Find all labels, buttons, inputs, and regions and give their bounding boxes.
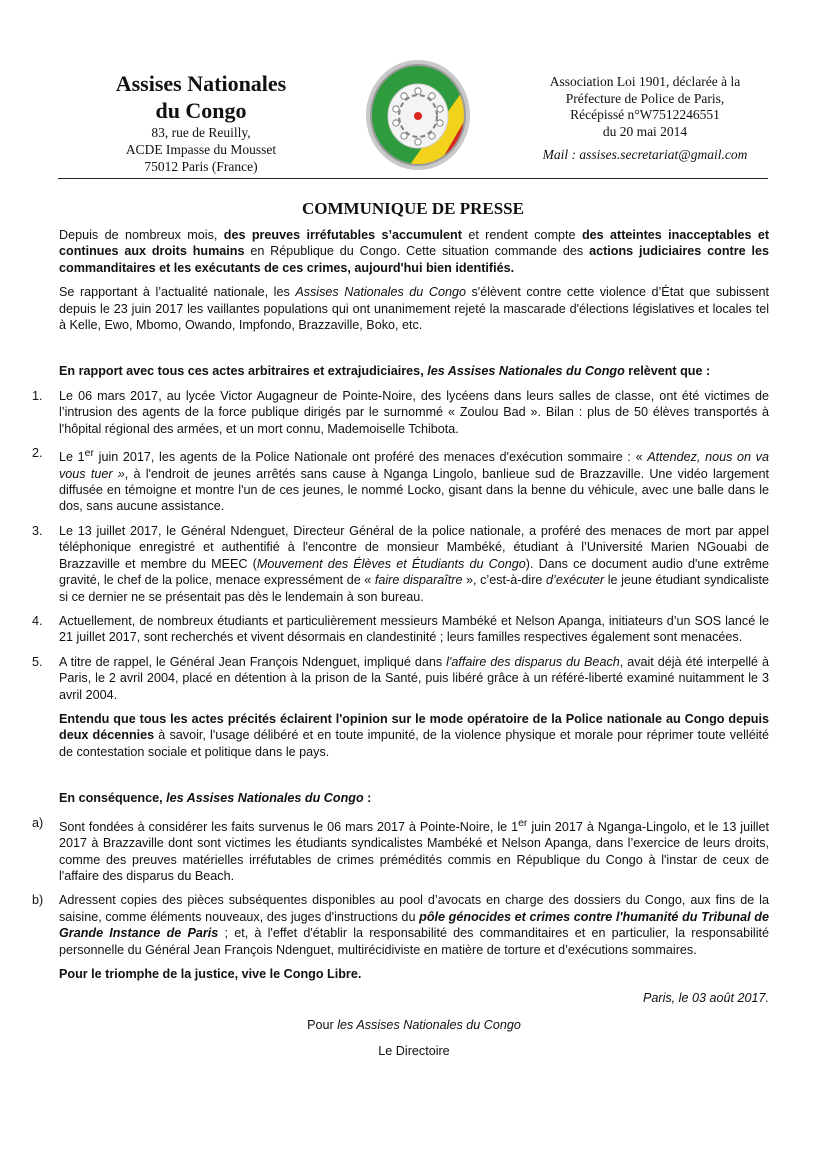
registration-info [520,74,770,164]
org-name-line2: du Congo [155,98,247,123]
list-item [32,445,769,515]
list-number: 3. [32,523,43,538]
text-run: des preuves irréfutables s’accumulent [223,228,462,242]
text-run: des atteintes inacceptables et continues aux droits humains [59,228,770,259]
section-heading-findings [59,363,769,379]
text-run: les Assises Nationales du Congo [166,791,364,806]
list-item-text [59,654,769,703]
list-item-text [59,892,769,958]
list-item [32,654,769,703]
text-run: s'élèvent contre cette violence d’État que subissent depuis le 23 juin 2017 les vaillantes populations qui ont unanimement rejeté la mascarade d'élections législatives et locales tel à Kelle, Ewo, Mbomo, Owando, Impfondo, Brazzaville, Boko, etc. [59,285,770,333]
text-run: , à l'endroit de jeunes arrêtés sans cause à Nganga Lingolo, banlieue sud de Brazzaville. Une vidéo largement diffusée en témoigne et montre l'un de ces jeunes, le nommé Locko, gisant dans la benne du véhicule, avec une balle dans le dos, sans aucune assistance. [59,466,769,514]
text-run: En conséquence, [59,791,167,806]
text-run: l'affaire des disparus du Beach [446,654,620,669]
text-run: Sont fondées à considérer les faits survenus le 06 mars 2017 à Pointe-Noire, le 1 [59,819,519,834]
organization-header [86,70,316,175]
list-item-text [59,815,769,885]
text-run: er [518,816,528,829]
list-number: 4. [32,613,43,628]
signature-prefix: Pour [307,1017,338,1032]
spacer [59,341,769,363]
text-run: pôle génocides et crimes contre l'humanité du Tribunal de Grande Instance de Paris [59,909,769,941]
document-body [32,227,770,1060]
text-run: Depuis de nombreux mois, [59,228,224,242]
document-date: Paris, le 03 août 2017. [642,991,769,1006]
text-run: actions judiciaires contre les commanditaires et les exécutants de ces crimes, aujourd'hui bien identifiés. [59,244,769,275]
list-item-text [59,523,769,605]
circle-of-people-logo-icon [364,58,472,173]
text-run: Adressent copies des pièces subséquentes disponibles au pool d’avocats en charge des dossiers du Congo, aux fins de la saisine, comme éléments nouveaux, des juges d'instructions du [59,893,769,924]
text-run: juin 2017, les agents de la Police Nationale ont proféré des menaces d'exécution sommaire : « [94,450,648,465]
text-run: », c’est-à-dire [462,573,547,588]
text-run: le jeune étudiant syndicaliste si ce dernier ne se présentait pas dès le lendemain à son bureau. [59,573,769,604]
findings-conclusion [59,711,769,760]
text-run: faire disparaître [374,573,463,588]
org-name-line1: Assises Nationales [115,71,287,96]
intro-paragraph-1 [59,227,769,276]
text-run: les Assises Nationales du Congo [427,364,625,379]
list-item [32,523,770,605]
intro-paragraph-2 [59,284,769,333]
text-run: en République du Congo. Cette situation commande des [244,244,590,259]
registration-line-1: Association Loi 1901, déclarée à la [549,74,741,89]
registration-line-4: du 20 mai 2014 [602,123,688,139]
closing-slogan: Pour le triomphe de la justice, vive le Congo Libre. [59,967,362,981]
signature-line [59,1017,769,1033]
text-run: Le 1 [59,450,85,465]
text-run: relèvent que : [624,364,711,379]
text-run: Le 06 mars 2017, au lycée Victor Augagneur de Pointe-Noire, des lycéens dans leurs salles de classe, ont été victimes de l’intrusion des agents de la force publique dirigés par le surnommé « Zoulou Bad ». Bilan : plus de 50 élèves transportés à l'hôpital régional des armées, et un mort connu, Mademoiselle Tchibota. [59,388,769,436]
text-run: : [363,791,372,806]
text-run: , avait déjà été interpellé à Paris, le 2 avril 2004, placé en détention à la prison de la Santé, puis libéré grâce à un référé-liberté examiné nuitamment le 3 avril 2004. [59,654,769,702]
text-run: et rendent compte [461,228,582,242]
spacer [59,768,769,790]
text-run: er [84,447,94,460]
list-item-text [59,388,769,437]
header-divider [58,178,768,179]
list-number: 1. [32,388,43,403]
text-run: A titre de rappel, le Général Jean François Ndenguet, impliqué dans [59,654,447,669]
text-run: Se rapportant à l’actualité nationale, les [59,285,296,300]
org-address-line-1: 83, rue de Reuilly, [151,125,251,140]
text-run: ). Dans ce document audio d'une extrême gravité, le chef de la police, menace expressément de « [59,556,770,588]
text-run: En rapport avec tous ces actes arbitraires et extrajudiciaires, [59,364,428,379]
signature-org: les Assises Nationales du Congo [337,1017,521,1032]
page-title: COMMUNIQUE DE PRESSE [302,199,524,218]
registration-line-2: Préfecture de Police de Paris, [565,90,725,106]
text-run: Le 13 juillet 2017, le Général Ndenguet, Directeur Général de la police nationale, a proféré des menaces de mort par appel téléphonique enregistré et authentifié à l'encontre de monsieur Mambéké, étudiant à l’Université Marien NGouabi de Brazzaville et membre du MEEC ( [59,523,769,571]
section-heading-consequences [59,790,769,806]
text-run: d’exécuter [546,573,605,588]
text-run: Entendu que tous les actes précités éclairent l'opinion sur le mode opératoire de la Police nationale au Congo depuis deux décennies [59,711,769,743]
text-run: Assises Nationales du Congo [295,285,466,300]
text-run: ; et, à l'effet d'établir la responsabilité des commanditaires et en particulier, la responsabilité personnelle du Général Jean François Ndenguet, multirécidiviste en matière de torture et d’exécutions sommaires. [59,926,769,957]
list-item [32,613,769,646]
contact-email: Mail : assises.secretariat@gmail.com [542,147,748,162]
text-run: Attendez, nous on va vous tuer » [59,450,769,481]
signatory: Le Directoire [378,1044,450,1059]
list-number: 5. [32,654,43,669]
list-item [32,388,769,437]
list-item-text [59,445,769,515]
org-address-line-3: 75012 Paris (France) [144,159,258,174]
list-item [32,815,769,885]
text-run: à savoir, l'usage délibéré et en toute impunité, de la violence physique et morale pour réprimer toute velléité de contestation sociale et politique dans le pays. [59,728,769,759]
list-item-text [59,613,769,646]
list-letter: a) [32,815,44,830]
list-number: 2. [32,446,43,461]
text-run: Mouvement des Élèves et Étudiants du Congo [256,556,526,571]
registration-line-3: Récépissé n°W7512246551 [570,107,720,122]
text-run: juin 2017 à Nganga-Lingolo, et le 13 juillet 2017 à Brazzaville dont sont victimes les étudiants syndicalistes Mambéké et Nelson Apanga, dans l’exercice de leurs droits, comme des preuves matérielles irréfutables de crimes prémédités commis en République du Congo à l'instar de ceux de l'affaire des disparus du Beach. [59,819,769,883]
list-item [32,892,769,958]
list-letter: b) [32,893,44,908]
text-run: Actuellement, de nombreux étudiants et particulièrement messieurs Mambéké et Nelson Apanga, initiateurs d’un SOS lancé le 21 juillet 2017, sont recherchés et vivent désormais en clandestinité ; leurs familles respectives également sont menacées. [59,613,769,645]
org-address-line-2: ACDE Impasse du Mousset [125,142,277,157]
